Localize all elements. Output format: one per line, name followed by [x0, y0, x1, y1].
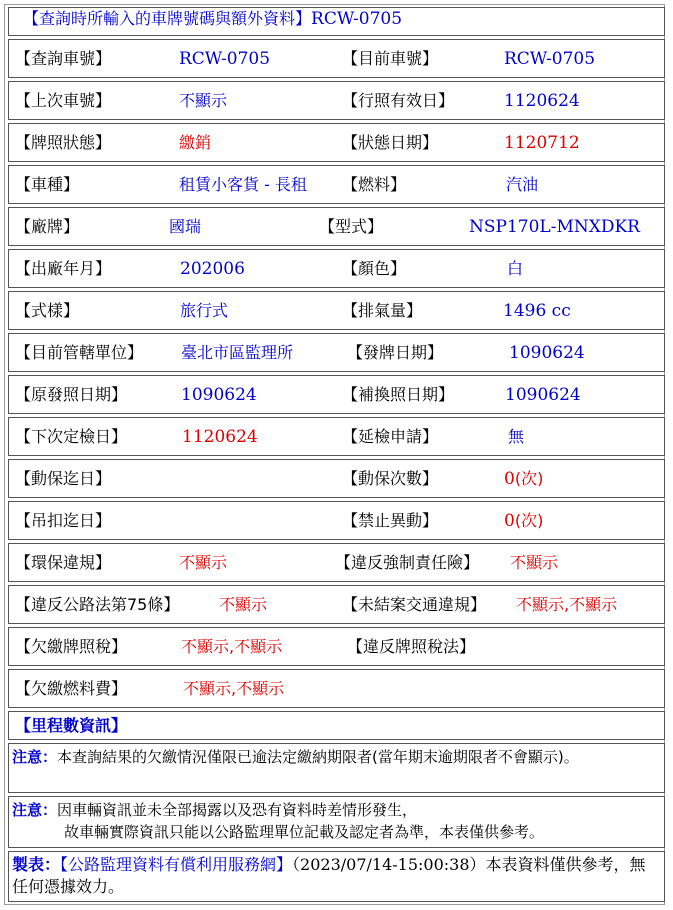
value-manufacture-date: 202006: [180, 259, 245, 279]
label-transfer-ban: 【禁止異動】: [342, 511, 439, 530]
value-inspection-extension: 無: [508, 427, 525, 446]
row-plate: [8, 39, 665, 78]
label-plate-status: 【牌照狀態】: [15, 133, 112, 152]
report-title: 【查詢時所輸入的車牌號碼與額外資料】RCW-0705: [23, 9, 403, 29]
value-query-plate: RCW-0705: [179, 49, 271, 69]
row-next-inspection: [8, 417, 665, 456]
label-jurisdiction: 【目前管轄單位】: [15, 343, 144, 362]
value-brand: 國瑞: [169, 217, 202, 236]
row-chattel-mortgage: [8, 459, 665, 498]
report-title-row: [8, 7, 665, 36]
note-generated-by-head: 製表：: [12, 855, 61, 874]
value-plate-status: 繳銷: [179, 133, 212, 152]
label-previous-plate: 【上次車號】: [15, 91, 112, 110]
note-generated-by-text: 製表：【公路監理資料有償利用服務網】（2023/07/14-15:00:38）本表資料僅供參考，無任何憑據效力。: [12, 855, 646, 896]
note-disclaimer-head: 注意：: [12, 801, 58, 819]
label-body-style: 【式樣】: [15, 301, 80, 320]
value-insurance-violation: 不顯示: [510, 553, 559, 572]
row-brand: [8, 207, 665, 246]
value-original-issue-date: 1090624: [181, 385, 257, 405]
value-unpaid-license-tax: 不顯示,不顯示: [181, 637, 283, 656]
label-vehicle-type: 【車種】: [15, 175, 80, 194]
note-overdue: [8, 743, 665, 793]
value-reissue-date: 1090624: [505, 385, 581, 405]
label-unpaid-license-tax: 【欠繳牌照稅】: [15, 637, 128, 656]
note-generated-by: [8, 851, 665, 902]
label-chattel-mortgage-end: 【動保迄日】: [15, 469, 112, 488]
mileage-heading: 【里程數資訊】: [15, 716, 128, 735]
service-link[interactable]: 【公路監理資料有償利用服務網】: [60, 855, 293, 874]
row-plate-status: [8, 123, 665, 162]
label-highway-act-violation: 【違反公路法第75條】: [15, 595, 180, 614]
value-issue-date: 1090624: [509, 343, 585, 363]
label-inspection-extension: 【延檢申請】: [342, 427, 439, 446]
value-pending-traffic-violation: 不顯示,不顯示: [516, 595, 618, 614]
row-mileage: [8, 711, 665, 740]
label-license-valid-date: 【行照有效日】: [342, 91, 455, 110]
label-insurance-violation: 【違反強制責任險】: [335, 553, 480, 572]
note-overdue-text: [12, 746, 661, 768]
note-disclaimer-line1: 因車輛資訊並未全部揭露以及恐有資料時差情形發生，: [57, 801, 418, 819]
value-fuel: 汽油: [506, 175, 539, 194]
label-brand: 【廠牌】: [15, 217, 80, 236]
value-vehicle-type: 租賃小客貨 - 長租: [179, 175, 307, 194]
note-overdue-body: 本查詢結果的欠繳情況僅限已逾法定繳納期限者(當年期末逾期限者不會顯示)。: [57, 748, 579, 766]
row-suspension: [8, 501, 665, 540]
value-next-inspection: 1120624: [182, 427, 258, 447]
label-reissue-date: 【補換照日期】: [342, 385, 455, 404]
value-displacement: 1496 cc: [503, 301, 571, 321]
label-pending-traffic-violation: 【未結案交通違規】: [342, 595, 487, 614]
row-original-issue-date: [8, 375, 665, 414]
label-color: 【顏色】: [342, 259, 407, 278]
value-model: NSP170L-MNXDKR: [469, 217, 640, 237]
note-disclaimer: [8, 796, 665, 848]
note-generated-by-tail: 本表資料僅供參考，無任何憑據效力。: [12, 855, 646, 896]
row-highway-act-violation: [8, 585, 665, 624]
row-previous-plate: [8, 81, 665, 120]
row-vehicle-type: [8, 165, 665, 204]
note-disclaimer-line2: 故車輛實際資訊只能以公路監理單位記載及認定者為準，本表僅供參考。: [64, 823, 545, 841]
label-original-issue-date: 【原發照日期】: [15, 385, 128, 404]
label-next-inspection: 【下次定檢日】: [15, 427, 128, 446]
value-previous-plate: 不顯示: [179, 91, 228, 110]
label-environmental-violation: 【環保違規】: [15, 553, 112, 572]
value-transfer-ban: 0(次): [504, 511, 544, 531]
row-body-style: [8, 291, 665, 330]
label-manufacture-date: 【出廠年月】: [15, 259, 112, 278]
label-status-date: 【狀態日期】: [342, 133, 439, 152]
value-highway-act-violation: 不顯示: [219, 595, 268, 614]
label-license-tax-violation: 【違反牌照稅法】: [347, 637, 476, 656]
value-unpaid-fuel-fee: 不顯示,不顯示: [183, 679, 285, 698]
generated-timestamp: 2023/07/14-15:00:38: [300, 855, 470, 874]
label-suspension-end: 【吊扣迄日】: [15, 511, 112, 530]
note-overdue-head: 注意：: [12, 748, 58, 766]
value-body-style: 旅行式: [180, 301, 229, 320]
label-model: 【型式】: [319, 217, 384, 236]
label-query-plate: 【查詢車號】: [15, 49, 112, 68]
value-environmental-violation: 不顯示: [179, 553, 228, 572]
row-environmental-violation: [8, 543, 665, 582]
note-disclaimer-text: [12, 799, 661, 843]
value-jurisdiction: 臺北市區監理所: [181, 343, 294, 362]
value-current-plate: RCW-0705: [504, 49, 596, 69]
report-title-plate: RCW-0705: [311, 9, 403, 29]
row-license-tax: [8, 627, 665, 666]
label-displacement: 【排氣量】: [342, 301, 423, 320]
value-chattel-mortgage-count: 0(次): [504, 469, 544, 489]
value-status-date: 1120712: [504, 133, 580, 153]
row-fuel-fee: [8, 669, 665, 708]
value-color: 白: [507, 259, 524, 278]
row-manufacture-date: [8, 249, 665, 288]
row-jurisdiction: [8, 333, 665, 372]
value-license-valid-date: 1120624: [504, 91, 580, 111]
label-issue-date: 【發牌日期】: [347, 343, 444, 362]
label-unpaid-fuel-fee: 【欠繳燃料費】: [15, 679, 128, 698]
label-fuel: 【燃料】: [342, 175, 407, 194]
label-current-plate: 【目前車號】: [342, 49, 439, 68]
label-chattel-mortgage-count: 【動保次數】: [342, 469, 439, 488]
